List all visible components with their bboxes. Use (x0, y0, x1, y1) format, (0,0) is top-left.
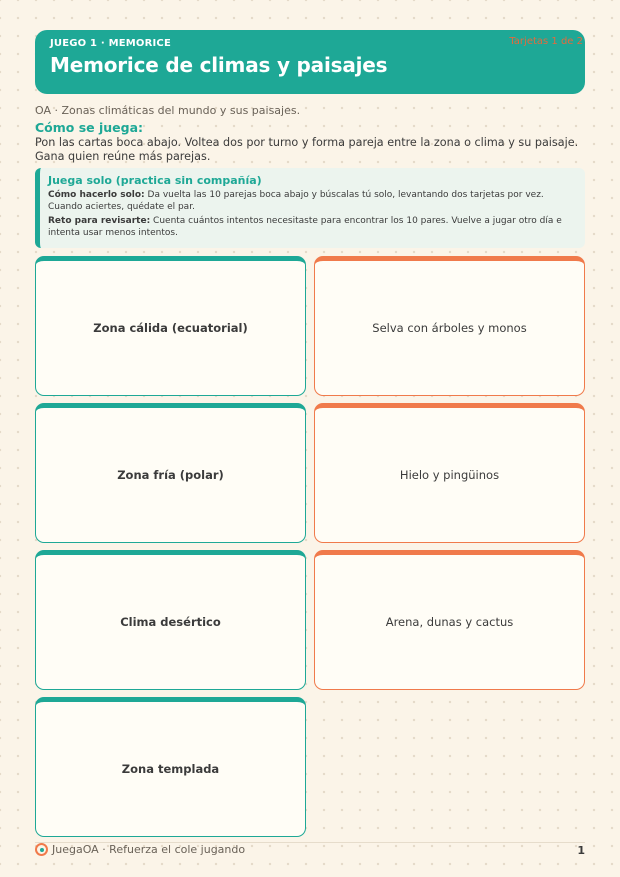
learning-objective: OA · Zonas climáticas del mundo y sus paisajes. (35, 104, 301, 117)
memory-card-zone[interactable] (35, 697, 306, 837)
memory-card-landscape[interactable] (314, 403, 585, 543)
footer-brand-text: JuegaOA · Refuerza el cole jugando (52, 843, 246, 856)
game-label: JUEGO 1 · MEMORICE (50, 38, 172, 49)
logo-icon (35, 843, 48, 856)
memory-card-landscape[interactable] (314, 550, 585, 690)
memory-card-zone[interactable] (35, 403, 306, 543)
solo-instructions (48, 189, 575, 213)
card-page-count: Tarjetas 1 de 2 (509, 36, 583, 47)
memory-card-landscape[interactable] (314, 256, 585, 396)
memory-card-zone[interactable] (35, 550, 306, 690)
solo-instructions-text: Da vuelta las 10 parejas boca abajo y búscalas tú solo, levantando dos tarjetas por vez. Cuando aciertes, quédate el par. (48, 190, 544, 212)
footer-brand (35, 843, 245, 856)
solo-challenge (48, 215, 575, 239)
solo-play-title: Juega solo (practica sin compañía) (48, 174, 262, 187)
header-banner (35, 30, 585, 94)
card-label: Hielo y pingüinos (399, 468, 500, 482)
card-label: Zona cálida (ecuatorial) (93, 321, 248, 335)
how-to-play-text: Pon las cartas boca abajo. Voltea dos por turno y forma pareja entre la zona o clima y su paisaje. Gana quien reúne más parejas. (35, 136, 579, 163)
solo-challenge-text: Cuenta cuántos intentos necesitaste para encontrar los 10 pares. Vuelve a jugar otro día e intenta usar menos intentos. (48, 216, 562, 238)
page-number: 1 (577, 844, 585, 857)
page-title: Memorice de climas y paisajes (50, 53, 388, 77)
card-label: Arena, dunas y cactus (385, 615, 514, 629)
solo-play-box (35, 168, 585, 248)
card-label: Selva con árboles y monos (372, 321, 527, 335)
card-label: Zona templada (121, 762, 220, 776)
how-to-play-title: Cómo se juega: (35, 120, 144, 135)
card-label: Clima desértico (120, 615, 221, 629)
memory-card-zone[interactable] (35, 256, 306, 396)
solo-instructions-label: Cómo hacerlo solo: (48, 190, 145, 200)
solo-challenge-label: Reto para revisarte: (48, 216, 151, 226)
card-label: Zona fría (polar) (117, 468, 224, 482)
